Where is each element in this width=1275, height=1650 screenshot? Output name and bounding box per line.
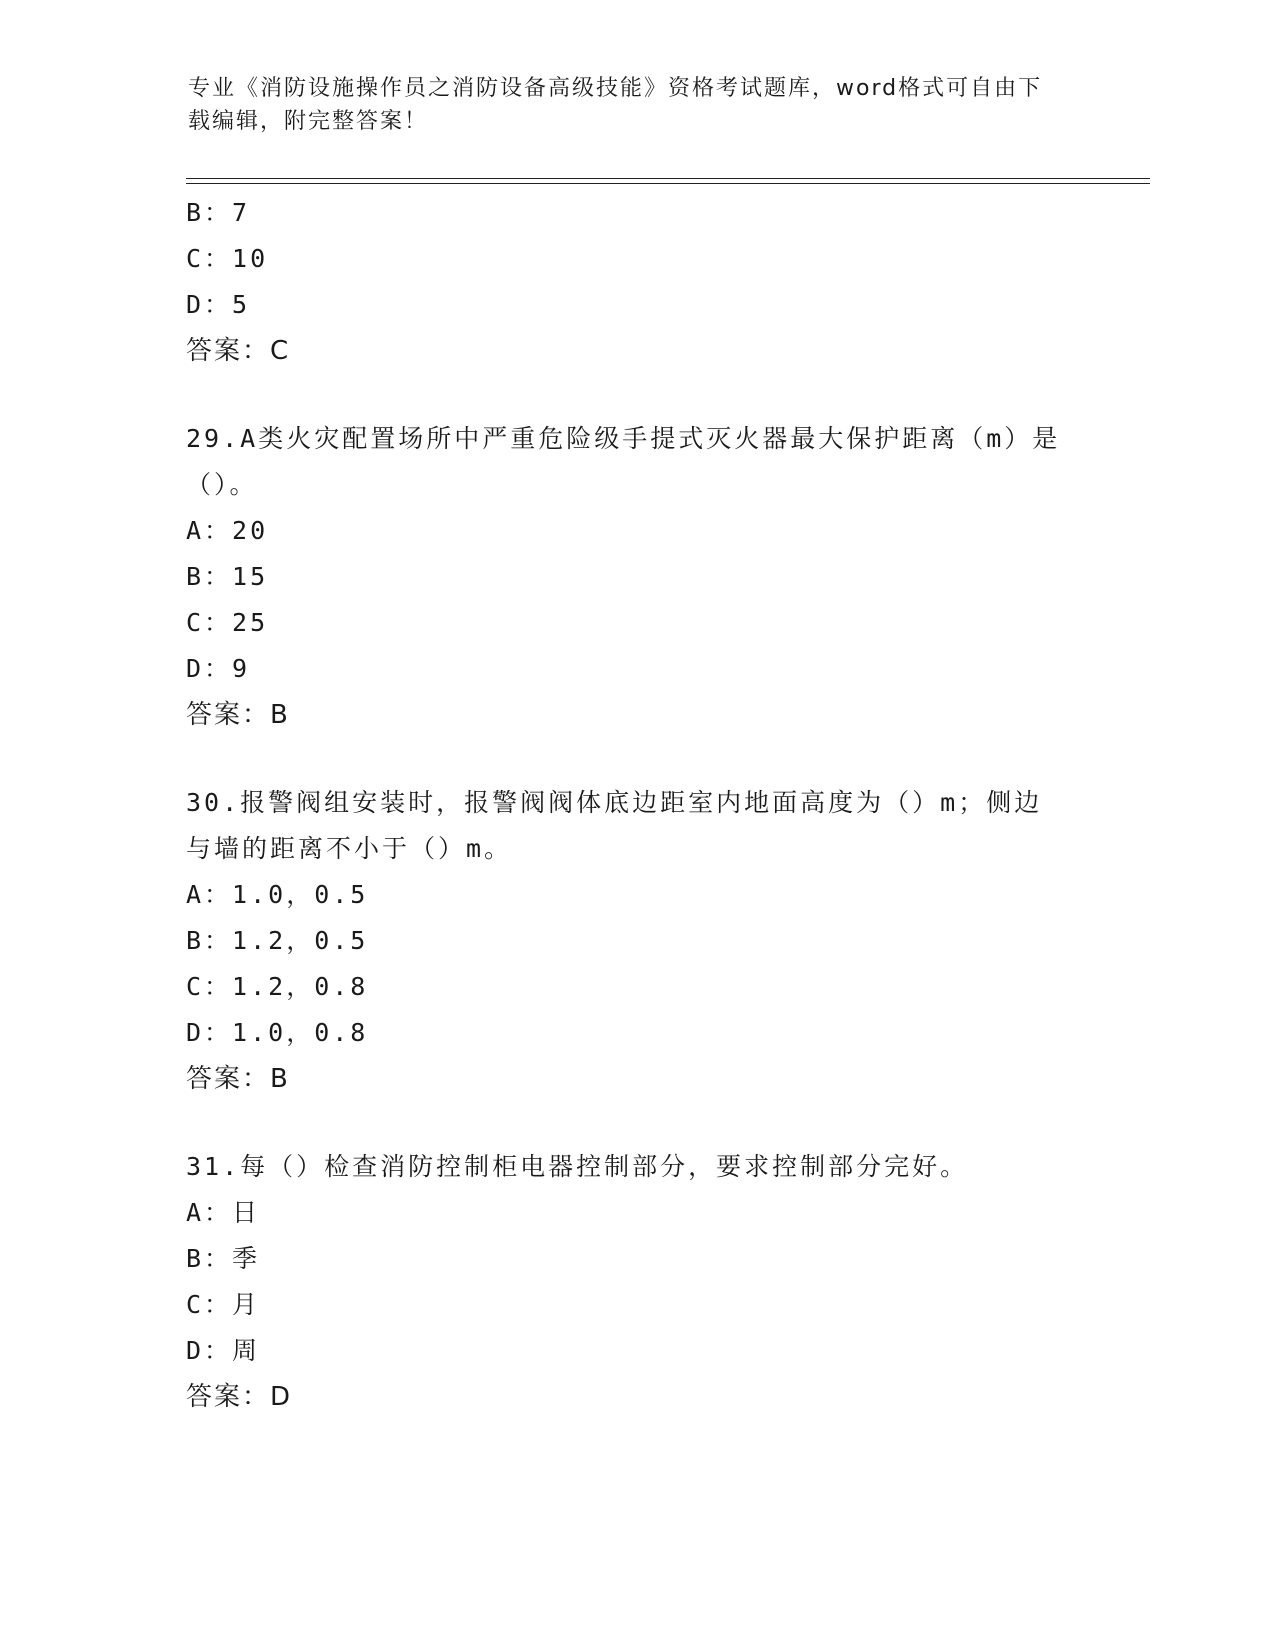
option-b: B：7 [186,198,251,227]
option-d: D：5 [186,290,251,319]
question-30 [186,780,1086,1102]
header-divider-top [186,178,1150,179]
previous-question-tail [186,190,1086,374]
option-d: D：周 [186,1336,261,1365]
answer: 答案：B [186,700,290,730]
option-c: C：1.2，0.8 [186,972,369,1001]
question-text-line-2: 与墙的距离不小于（）m。 [186,834,513,863]
header-divider-bottom [186,183,1150,184]
option-d: D：9 [186,654,251,683]
question-text [186,780,1086,872]
answer: 答案：B [186,1064,290,1094]
option-c: C：月 [186,1290,261,1319]
header-line-1: 专业《消防设施操作员之消防设备高级技能》资格考试题库，word格式可自由下 [188,76,1043,101]
question-text [186,416,1086,508]
option-b: B：15 [186,562,269,591]
answer: 答案：D [186,1382,293,1412]
question-text [186,1144,1086,1190]
option-b: B：季 [186,1244,261,1273]
question-text-line-1: 31.每（）检查消防控制柜电器控制部分，要求控制部分完好。 [186,1152,969,1181]
option-a: A：1.0，0.5 [186,880,369,909]
option-c: C：10 [186,244,269,273]
question-list [186,190,1086,1420]
option-a: A：日 [186,1198,261,1227]
question-text-line-1: 30.报警阀组安装时，报警阀阀体底边距室内地面高度为（）m；侧边 [186,788,1043,817]
question-29 [186,416,1086,738]
question-text-line-2: （）。 [186,470,258,499]
question-text-line-1: 29.A类火灾配置场所中严重危险级手提式灭火器最大保护距离（m）是 [186,424,1061,453]
header-line-2: 载编辑，附完整答案！ [188,109,429,134]
option-a: A：20 [186,516,269,545]
question-31 [186,1144,1086,1420]
option-c: C：25 [186,608,269,637]
answer: 答案：C [186,336,291,366]
option-b: B：1.2，0.5 [186,926,369,955]
document-header [188,72,1078,138]
option-d: D：1.0，0.8 [186,1018,369,1047]
